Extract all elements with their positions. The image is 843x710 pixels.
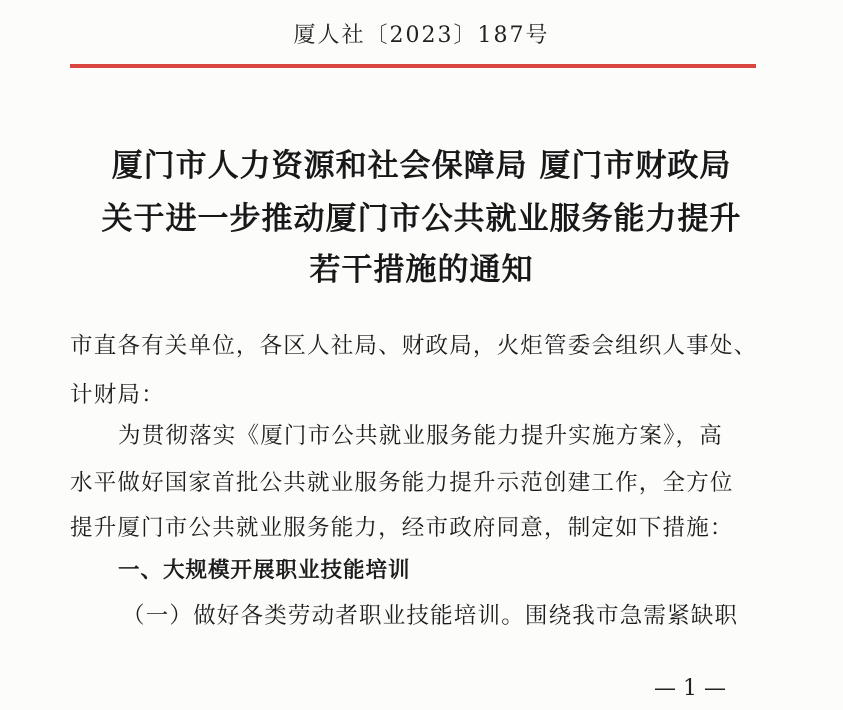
addressee-line-2: 计财局：: [70, 382, 165, 408]
red-header-rule: [70, 64, 756, 68]
intro-paragraph-line-3: 提升厦门市公共就业服务能力，经市政府同意，制定如下措施：: [70, 515, 734, 541]
document-title-line-1: 厦门市人力资源和社会保障局 厦门市财政局: [111, 148, 732, 184]
document-number: 厦人社〔2023〕187号: [293, 23, 550, 48]
document-title-line-3: 若干措施的通知: [309, 252, 534, 288]
document-title-line-2: 关于进一步推动厦门市公共就业服务能力提升: [101, 201, 742, 237]
section-1-item-1: （一）做好各类劳动者职业技能培训。围绕我市急需紧缺职: [122, 603, 739, 629]
intro-paragraph-line-1: 为贯彻落实《厦门市公共就业服务能力提升实施方案》，高: [118, 423, 723, 449]
page-number: — 1 —: [654, 676, 726, 701]
intro-paragraph-line-2: 水平做好国家首批公共就业服务能力提升示范创建工作，全方位: [70, 470, 734, 496]
section-heading-1: 一、大规模开展职业技能培训: [118, 558, 411, 583]
addressee-line-1: 市直各有关单位，各区人社局、财政局，火炬管委会组织人事处、: [70, 333, 758, 359]
